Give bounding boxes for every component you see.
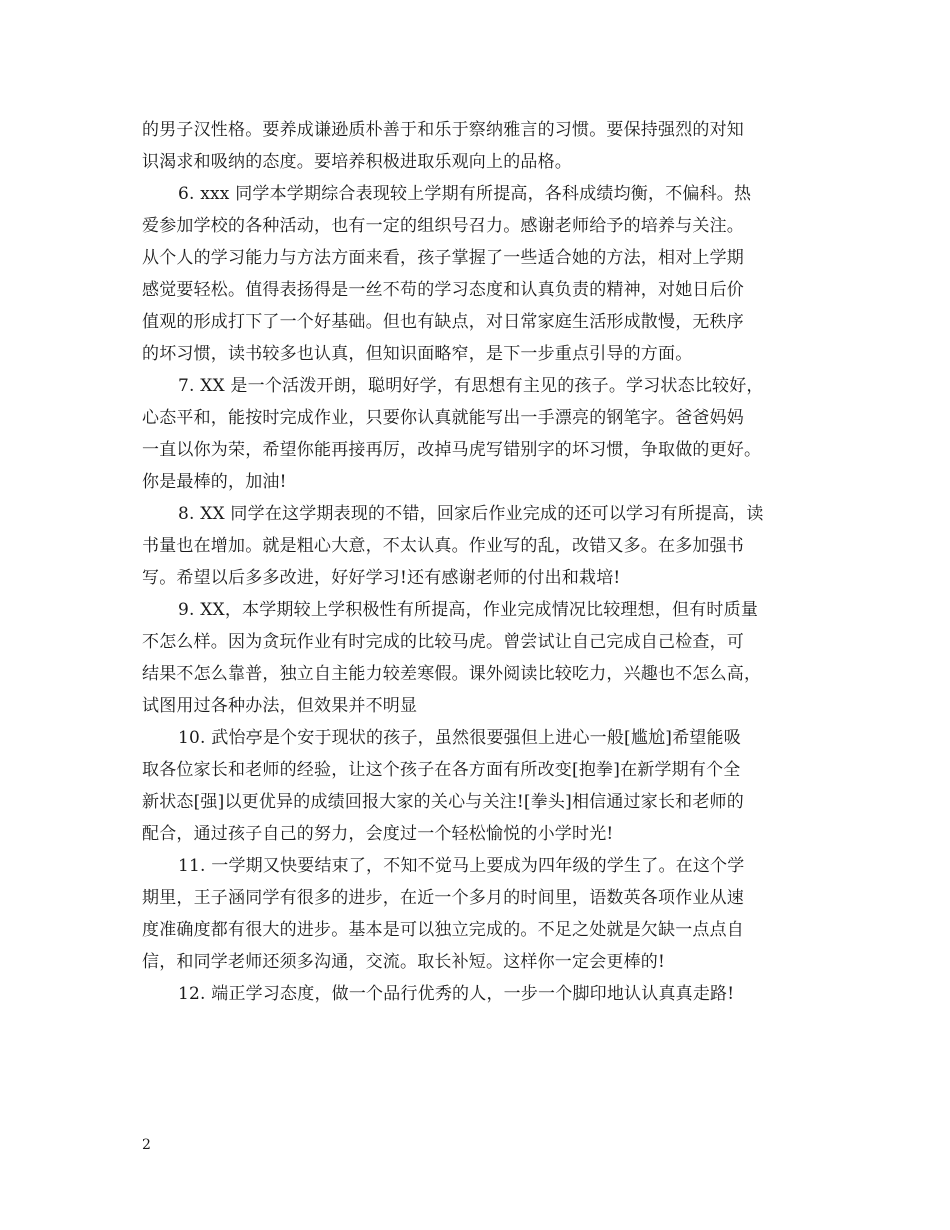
text-line: 新状态[强]以更优异的成绩回报大家的关心与关注![拳头]相信通过家长和老师的 — [142, 792, 744, 812]
page-number: 2 — [142, 1137, 151, 1153]
text-line: 度准确度都有很大的进步。基本是可以独立完成的。不足之处就是欠缺一点点自 — [142, 920, 744, 940]
text-line: 你是最棒的，加油! — [142, 472, 287, 492]
text-line: 的男子汉性格。要养成谦逊质朴善于和乐于察纳雅言的习惯。要保持强烈的对知 — [142, 120, 744, 140]
text-line: 结果不怎么靠普，独立自主能力较差寒假。课外阅读比较吃力，兴趣也不怎么高， — [142, 664, 762, 684]
text-line: 9. XX，本学期较上学积极性有所提高，作业完成情况比较理想，但有时质量 — [178, 600, 759, 620]
text-line: 配合，通过孩子自己的努力，会度过一个轻松愉悦的小学时光! — [142, 824, 614, 844]
text-line: 感觉要轻松。值得表扬得是一丝不苟的学习态度和认真负责的精神，对她日后价 — [142, 280, 744, 300]
text-line: 一直以你为荣，希望你能再接再厉，改掉马虎写错别字的坏习惯，争取做的更好。 — [142, 440, 762, 460]
text-line: 10. 武怡亭是个安于现状的孩子，虽然很要强但上进心一般[尴尬]希望能吸 — [178, 728, 741, 748]
text-line: 信，和同学老师还须多沟通，交流。取长补短。这样你一定会更棒的! — [142, 952, 666, 972]
text-line: 试图用过各种办法，但效果并不明显 — [142, 696, 418, 716]
text-line: 写。希望以后多多改进，好好学习!还有感谢老师的付出和栽培! — [142, 568, 621, 588]
text-line: 取各位家长和老师的经验，让这个孩子在各方面有所改变[抱拳]在新学期有个全 — [142, 760, 741, 780]
text-line: 值观的形成打下了一个好基础。但也有缺点，对日常家庭生活形成散慢，无秩序 — [142, 312, 744, 332]
text-line: 不怎么样。因为贪玩作业有时完成的比较马虎。曾尝试让自己完成自己检查，可 — [142, 632, 744, 652]
text-line: 的坏习惯，读书较多也认真，但知识面略窄，是下一步重点引导的方面。 — [142, 344, 693, 364]
text-line: 11. 一学期又快要结束了，不知不觉马上要成为四年级的学生了。在这个学 — [178, 856, 745, 876]
text-line: 爱参加学校的各种活动，也有一定的组织号召力。感谢老师给予的培养与关注。 — [142, 216, 744, 236]
text-line: 从个人的学习能力与方法方面来看，孩子掌握了一些适合她的方法，相对上学期 — [142, 248, 744, 268]
text-line: 6. xxx 同学本学期综合表现较上学期有所提高，各科成绩均衡，不偏科。热 — [178, 184, 752, 204]
text-line: 识渴求和吸纳的态度。要培养积极进取乐观向上的品格。 — [142, 152, 572, 172]
text-line: 7. XX 是一个活泼开朗，聪明好学，有思想有主见的孩子。学习状态比较好， — [178, 376, 764, 396]
text-line: 8. XX 同学在这学期表现的不错，回家后作业完成的还可以学习有所提高，读 — [178, 504, 764, 524]
text-line: 书量也在增加。就是粗心大意，不太认真。作业写的乱，改错又多。在多加强书 — [142, 536, 744, 556]
text-line: 12. 端正学习态度，做一个品行优秀的人，一步一个脚印地认认真真走路! — [178, 984, 735, 1004]
text-line: 心态平和，能按时完成作业，只要你认真就能写出一手漂亮的钢笔字。爸爸妈妈 — [142, 408, 744, 428]
text-line: 期里，王子涵同学有很多的进步，在近一个多月的时间里，语数英各项作业从速 — [142, 888, 744, 908]
document-body — [142, 114, 832, 1010]
